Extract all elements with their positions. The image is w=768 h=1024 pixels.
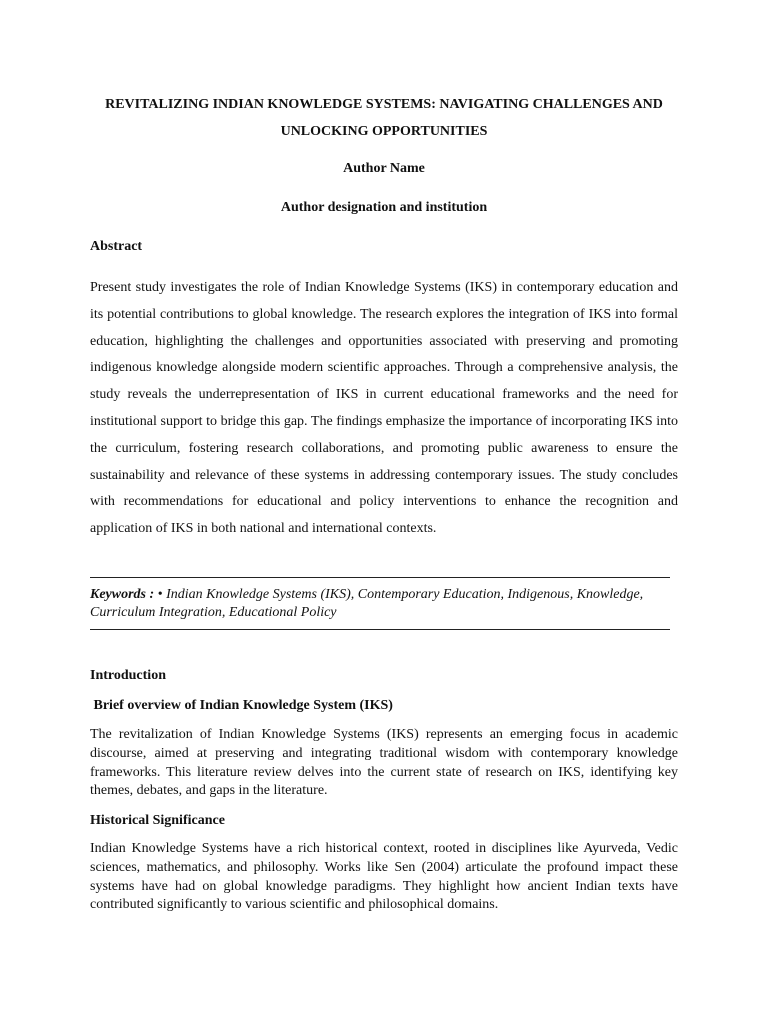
overview-subheading-text: Brief overview of Indian Knowledge System (IKS) xyxy=(93,698,393,713)
abstract-body: Present study investigates the role of Indian Knowledge Systems (IKS) in contemporary education and its potential contributions to global knowledge. The research explores the integration of IKS into formal education, highlighting the challenges and opportunities associated with preserving and promoting indigenous knowledge alongside modern scientific approaches. Through a comprehensive analysis, the study reveals the underrepresentation of IKS in current educational frameworks and the need for institutional support to bridge this gap. The findings emphasize the importance of incorporating IKS into the curriculum, fostering research collaborations, and promoting public awareness to ensure the sustainability and relevance of these systems in addressing contemporary issues. The study concludes with recommendations for educational and policy interventions to enhance the recognition and application of IKS in both national and international contexts. xyxy=(90,280,678,537)
paper-title: REVITALIZING INDIAN KNOWLEDGE SYSTEMS: NAVIGATING CHALLENGES AND UNLOCKING OPPORTUNITIES xyxy=(105,97,663,139)
introduction-paragraph: The revitalization of Indian Knowledge Systems (IKS) represents an emerging focus in academic discourse, aimed at preserving and integrating traditional wisdom with contemporary knowledge frameworks. This literature review delves into the current state of research on IKS, identifying key themes, debates, and gaps in the literature. xyxy=(90,727,678,799)
keywords-label: Keywords : xyxy=(90,587,155,602)
abstract-heading: Abstract xyxy=(90,239,143,254)
keywords-block xyxy=(90,586,650,622)
historical-paragraph: Indian Knowledge Systems have a rich historical context, rooted in disciplines like Ayurveda, Vedic sciences, mathematics, and philosophy. Works like Sen (2004) articulate the profound impact these systems have had on global knowledge paradigms. They highlight how ancient Indian texts have contributed significantly to various scientific and philosophical domains. xyxy=(90,841,678,913)
keywords-bottom-rule xyxy=(90,629,670,630)
author-name: Author Name xyxy=(343,161,425,176)
overview-subheading xyxy=(90,696,393,716)
author-designation: Author designation and institution xyxy=(280,200,488,215)
introduction-heading: Introduction xyxy=(90,668,166,683)
keywords-list: Indian Knowledge Systems (IKS), Contemporary Education, Indigenous, Knowledge, Curriculum Integration, Educational Policy xyxy=(90,587,644,620)
keywords-bullet: • xyxy=(157,587,163,602)
historical-heading: Historical Significance xyxy=(90,813,225,828)
keywords-top-rule xyxy=(90,577,670,578)
